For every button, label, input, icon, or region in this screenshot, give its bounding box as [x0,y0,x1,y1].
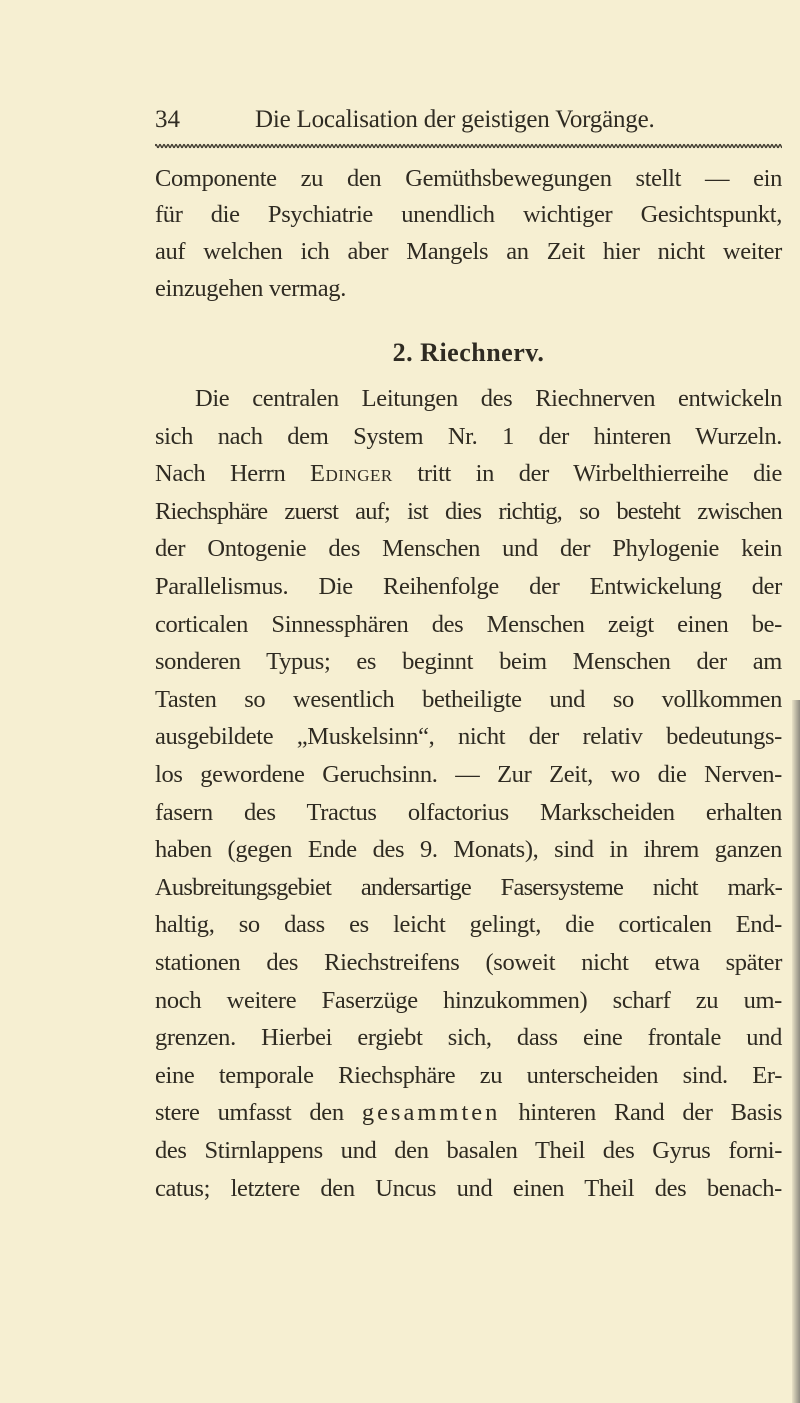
page-number: 34 [155,106,180,133]
text-line: stationen des Riechstreifens (soweit nicht etwa später [155,949,782,976]
text-line: corticalen Sinnessphären des Menschen zeigt einen be- [155,611,782,638]
text-line: auf welchen ich aber Mangels an Zeit hier nicht weiter [155,238,782,265]
text-line: für die Psychiatrie unendlich wichtiger Gesichtspunkt, [155,201,782,228]
text-line: haben (gegen Ende des 9. Monats), sind in ihrem ganzen [155,836,782,863]
running-header [155,106,782,140]
text-segment: tritt in der Wirbelthierreihe die [417,460,782,487]
text-line: Parallelismus. Die Reihenfolge der Entwickelung der [155,573,782,600]
wavy-rule-divider [155,143,782,149]
text-line: noch weitere Faserzüge hinzukommen) scharf zu um- [155,987,782,1014]
text-line [155,1098,782,1128]
text-line: Ausbreitungsgebiet andersartige Fasersysteme nicht mark- [155,874,782,901]
text-line: fasern des Tractus olfactorius Markscheiden erhalten [155,799,782,826]
text-line: Die centralen Leitungen des Riechnerven entwickeln [195,385,782,412]
page-edge-shadow [792,700,800,1403]
text-line: catus; letztere den Uncus und einen Theil des benach- [155,1175,782,1202]
text-line: Componente zu den Gemüthsbewegungen stellt — ein [155,165,782,192]
text-line: der Ontogenie des Menschen und der Phylogenie kein [155,535,782,562]
author-name-smallcaps: Edinger [310,460,393,487]
emphasized-spaced-word: gesammten [361,1099,501,1126]
text-segment: Nach Herrn [155,460,286,487]
text-line: Riechsphäre zuerst auf; ist dies richtig, so besteht zwischen [155,498,782,525]
text-line: sich nach dem System Nr. 1 der hinteren Wurzeln. [155,423,782,450]
running-title: Die Localisation der geistigen Vorgänge. [255,106,655,133]
text-segment: stere umfasst den [155,1099,344,1126]
text-line [155,459,782,489]
text-line: haltig, so dass es leicht gelingt, die corticalen End- [155,911,782,938]
text-segment: hinteren Rand der Basis [518,1099,783,1126]
text-line: sonderen Typus; es beginnt beim Menschen der am [155,648,782,675]
text-line: einzugehen vermag. [155,275,346,302]
text-line: eine temporale Riechsphäre zu unterscheiden sind. Er- [155,1062,782,1089]
text-line: Tasten so wesentlich betheiligte und so vollkommen [155,686,782,713]
text-line: grenzen. Hierbei ergiebt sich, dass eine frontale und [155,1024,782,1051]
section-heading: 2. Riechnerv. [392,338,545,367]
text-line: los gewordene Geruchsinn. — Zur Zeit, wo die Nerven- [155,761,782,788]
text-line: ausgebildete „Muskelsinn“, nicht der relativ bedeutungs- [155,723,782,750]
text-line: des Stirnlappens und den basalen Theil des Gyrus forni- [155,1137,782,1164]
